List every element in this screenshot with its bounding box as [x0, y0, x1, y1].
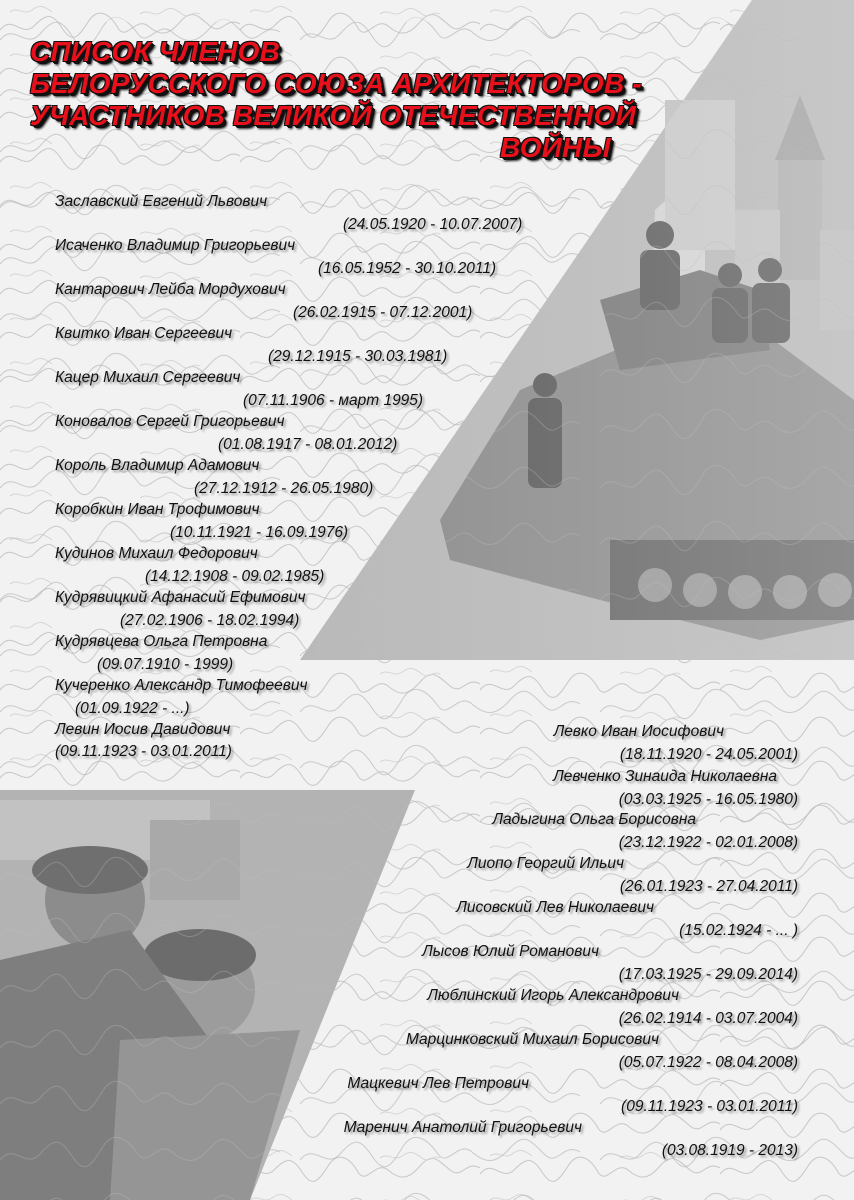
member-name: Кантарович Лейба Мордухович: [55, 281, 286, 298]
member-dates: (26.02.1915 - 07.12.2001): [293, 304, 473, 321]
member-name: Кудинов Михаил Федорович: [55, 545, 258, 562]
member-dates: (09.11.1923 - 03.01.2011): [621, 1098, 798, 1115]
member-dates: (07.11.1906 - март 1995): [243, 392, 424, 409]
member-dates: (03.03.1925 - 16.05.1980): [618, 791, 798, 808]
member-name: Марцинковский Михаил Борисович: [405, 1031, 659, 1048]
member-dates: (01.09.1922 - ...): [75, 700, 190, 717]
member-dates: (14.12.1908 - 09.02.1985): [145, 568, 325, 585]
member-dates: (16.05.1952 - 30.10.2011): [318, 260, 497, 277]
member-name: Лиопо Георгий Ильич: [467, 855, 624, 872]
member-name: Исаченко Владимир Григорьевич: [55, 237, 296, 254]
member-dates: (03.08.1919 - 2013): [661, 1142, 798, 1159]
member-name: Коробкин Иван Трофимович: [55, 501, 260, 518]
member-dates: (27.12.1912 - 26.05.1980): [194, 480, 374, 497]
member-dates: (29.12.1915 - 30.03.1981): [268, 348, 448, 365]
title-line-4: ВОЙНЫ: [500, 132, 611, 163]
member-dates: (26.02.1914 - 03.07.2004): [618, 1010, 798, 1027]
member-name: Левко Иван Иосифович: [553, 723, 724, 740]
title-line-1: СПИСОК ЧЛЕНОВ: [30, 36, 281, 67]
member-name: Кацер Михаил Сергеевич: [55, 369, 241, 386]
member-name: Квитко Иван Сергеевич: [55, 325, 233, 342]
member-name: Ладыгина Ольга Борисовна: [492, 811, 696, 828]
member-name: Коновалов Сергей Григорьевич: [55, 413, 285, 430]
member-dates: (18.11.1920 - 24.05.2001): [619, 746, 798, 763]
member-name: Король Владимир Адамович: [55, 457, 260, 474]
member-name: Кудрявицкий Афанасий Ефимович: [55, 589, 306, 606]
member-dates: (10.11.1921 - 16.09.1976): [170, 524, 349, 541]
member-dates: (05.07.1922 - 08.04.2008): [618, 1054, 798, 1071]
member-dates: (27.02.1906 - 18.02.1994): [120, 612, 300, 629]
member-name: Маренич Анатолий Григорьевич: [343, 1119, 582, 1136]
member-name: Кудрявцева Ольга Петровна: [55, 633, 268, 650]
member-name: Лисовский Лев Николаевич: [456, 899, 654, 916]
member-name: Кучеренко Александр Тимофеевич: [55, 677, 308, 694]
member-dates: (01.08.1917 - 08.01.2012): [218, 436, 398, 453]
member-name: Лысов Юлий Романович: [422, 943, 599, 960]
member-name: Заславский Евгений Львович: [55, 193, 268, 210]
member-name: Левченко Зинаида Николаевна: [553, 768, 777, 785]
poster-title: [30, 36, 670, 164]
member-dates: (23.12.1922 - 02.01.2008): [618, 834, 798, 851]
member-dates: (24.05.1920 - 10.07.2007): [343, 216, 523, 233]
member-dates: (15.02.1924 - ... ): [679, 922, 798, 939]
member-dates: (09.11.1923 - 03.01.2011): [55, 743, 232, 760]
title-line-2: БЕЛОРУССКОГО СОЮЗА АРХИТЕКТОРОВ -: [30, 68, 642, 99]
title-line-3: УЧАСТНИКОВ ВЕЛИКОЙ ОТЕЧЕСТВЕННОЙ: [30, 100, 636, 131]
member-name: Левин Иосив Давидович: [55, 721, 231, 738]
member-dates: (17.03.1925 - 29.09.2014): [618, 966, 798, 983]
member-name: Люблинский Игорь Александрович: [427, 987, 679, 1004]
member-dates: (09.07.1910 - 1999): [97, 656, 234, 673]
member-name: Мацкевич Лев Петрович: [347, 1075, 529, 1092]
member-dates: (26.01.1923 - 27.04.2011): [619, 878, 798, 895]
